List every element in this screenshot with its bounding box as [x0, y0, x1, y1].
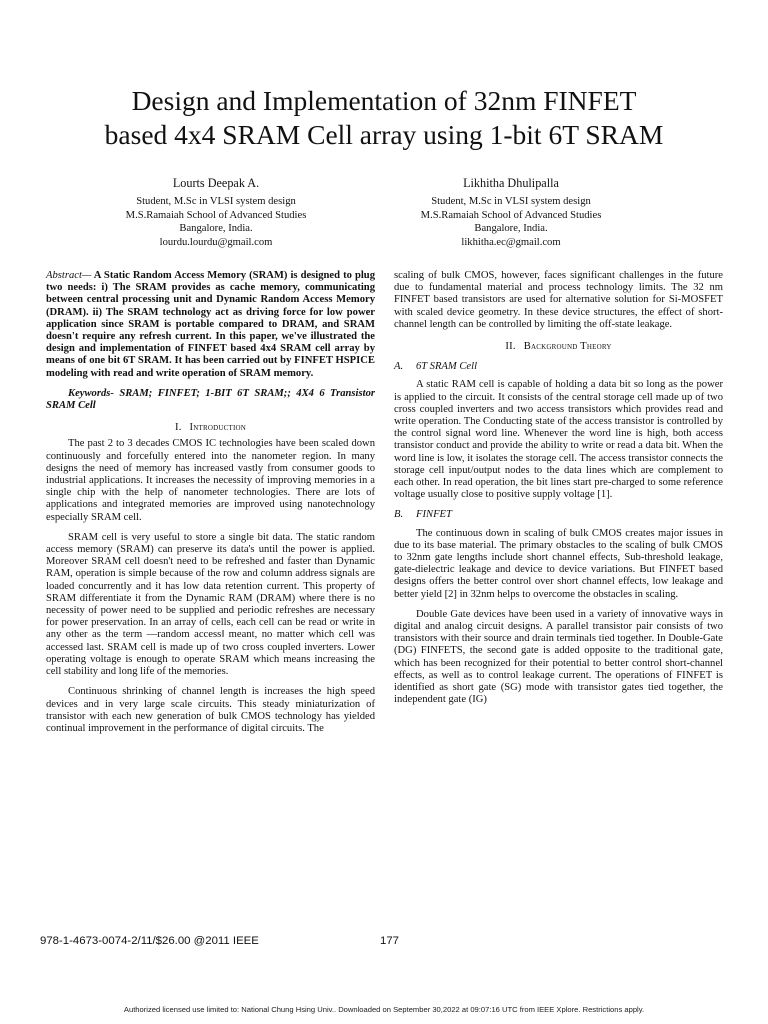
author-email: likhitha.ec@gmail.com	[461, 236, 561, 248]
subsection-title: 6T SRAM Cell	[416, 361, 478, 373]
intro-paragraph-3: Continuous shrinking of channel length is increases the high speed devices and in very large scale circuits. This steady miniaturization of transistor with each new generation of bulk CMOS technology has yielded continual improvement in the performance of digital circuits. The	[46, 686, 375, 734]
finfet-paragraph-1: The continuous down in scaling of bulk CMOS creates major issues in due to its base material. The primary obstacles to the scaling of bulk CMOS to 32nm gate lengths include short channel effects, Sub-threshold leakage, gate-dielectric leakage and device to device variations. But FINFET based designs offers the better control over short channel effects, low leakage and better yield [2] in 32nm helps to overcome the obstacles in scaling.	[394, 527, 723, 600]
section-title: Background Theory	[523, 341, 612, 353]
author-location: Bangalore, India.	[474, 223, 548, 235]
keywords: Keywords- SRAM; FINFET; 1-BIT 6T SRAM;; 4X4 6 Transistor SRAM Cell	[46, 387, 375, 412]
section-number: I.	[174, 422, 182, 434]
author-block-2	[386, 175, 636, 249]
title-line-1: Design and Implementation of 32nm FINFET	[131, 85, 637, 116]
author-institution: M.S.Ramaiah School of Advanced Studies	[420, 209, 602, 221]
abstract-label: Abstract—	[46, 270, 92, 281]
title-line-2: based 4x4 SRAM Cell array using 1-bit 6T SRAM	[104, 119, 664, 150]
author-location: Bangalore, India.	[179, 223, 253, 235]
subsection-number: B.	[394, 509, 404, 521]
right-column	[394, 270, 723, 707]
abstract-text: A Static Random Access Memory (SRAM) is designed to plug two needs: i) The SRAM provides as cache memory, communicating between central processing unit and Dynamic Random Access Memory (DRAM). ii) The SRAM technology act as driving force for low power application since SRAM is portable compared to DRAM, and SRAM doesn't require any refresh current. In this paper, we've illustrated the design and implementation of FINFET based 4x4 SRAM cell array by means of one bit 6T SRAM. It has been carried out by FINFET HSPICE modeling with read and write operation of SRAM memory.	[46, 270, 375, 379]
subsection-heading-6t-sram	[394, 361, 723, 373]
author-role: Student, M.Sc in VLSI system design	[136, 196, 296, 207]
paper-title	[40, 84, 728, 152]
footer-isbn: 978-1-4673-0074-2/11/$26.00 @2011 IEEE	[40, 935, 259, 947]
author-name: Likhitha Dhulipalla	[463, 176, 559, 190]
section-heading-introduction	[46, 422, 375, 434]
subsection-heading-finfet	[394, 509, 723, 521]
intro-paragraph-2: SRAM cell is very useful to store a single bit data. The static random access memory (SRAM) can preserve its data's until the power is applied. Moreover SRAM cell doesn't need to be refreshed and faster than Dynamic RAM, operation is simple because of the row and column address signals are loaded concurrently and it has low data retention current. This property of SRAM differentiate it from the Dynamic RAM (DRAM) where there is no necessity of power need to be supplied and periodic refreshes are necessary for power preservation. In an array of cells, each cell can be read or write in any other as the term ―random access‖ meant, no matter which cell was accessed last. SRAM cell is made up of two cross coupled inverters. Lower operating voltage is enough to operate SRAM which means increasing the cell stability and long life of the memories.	[46, 531, 375, 678]
sram-paragraph-1: A static RAM cell is capable of holding a data bit so long as the power is applied to the circuit. It consists of the central storage cell made up of two cross coupled inverters and two access transistors which provides read and write operation. The Conducting state of the access transistor is controlled by the control signal word line. Whenever the word line is high, both access transistor conduct and provide the ability to write or read a data bit. When the word line is low, it isolates the storage cell. The access transistor connects the storage cell input/output nodes to the data lines which are complement to each other. In read operation, the bit lines start pre-charged to some reference voltage usually close to positive supply voltage [1].	[394, 379, 723, 501]
intro-paragraph-4: scaling of bulk CMOS, however, faces significant challenges in the future due to fundamental material and process technology limits. The 32 nm FINFET based transistors are used for alternative solution for Si-MOSFET with scaled device geometry. In these device structures, the effect of short-channel length can be controlled by limiting the off-state leakage.	[394, 270, 723, 330]
license-notice: Authorized licensed use limited to: National Chung Hsing Univ.. Downloaded on September 30,2022 at 09:07:16 UTC from IEEE Xplore. Restrictions apply.	[123, 1005, 645, 1014]
intro-paragraph-1: The past 2 to 3 decades CMOS IC technologies have been scaled down continuously and forcefully entered into the nanometer region. In many designs the need of memory has increased vastly from consumer goods to industrial applications. It increases the necessity of improving memories in a single chip with the help of nanometer technologies. There are lots of applications and integrated memories are improved using nanotechnology especially SRAM cell.	[46, 438, 375, 523]
finfet-paragraph-2: Double Gate devices have been used in a variety of innovative ways in digital and analog circuit designs. A parallel transistor pair consists of two transistors with their source and drain terminals tied together. In Double-Gate (DG) FINFETS, the second gate is added opposite to the traditional gate, which has been recognized for their potential to better control short-channel effects, as well as to control leakage current. The operations of FINFET is identified as short gate (SG) mode with transistor gates tied together, the independent gate (IG)	[394, 608, 723, 706]
page-number: 177	[380, 935, 400, 947]
left-column	[46, 270, 375, 735]
abstract	[46, 270, 375, 380]
author-email: lourdu.lourdu@gmail.com	[159, 236, 273, 248]
author-name: Lourts Deepak A.	[172, 176, 260, 190]
section-title: Introduction	[189, 422, 247, 434]
author-institution: M.S.Ramaiah School of Advanced Studies	[125, 209, 307, 221]
subsection-number: A.	[394, 361, 404, 373]
author-block-1	[91, 175, 341, 249]
section-number: II.	[505, 341, 516, 353]
author-role: Student, M.Sc in VLSI system design	[431, 196, 591, 207]
section-heading-background	[394, 341, 723, 353]
subsection-title: FINFET	[416, 509, 452, 521]
